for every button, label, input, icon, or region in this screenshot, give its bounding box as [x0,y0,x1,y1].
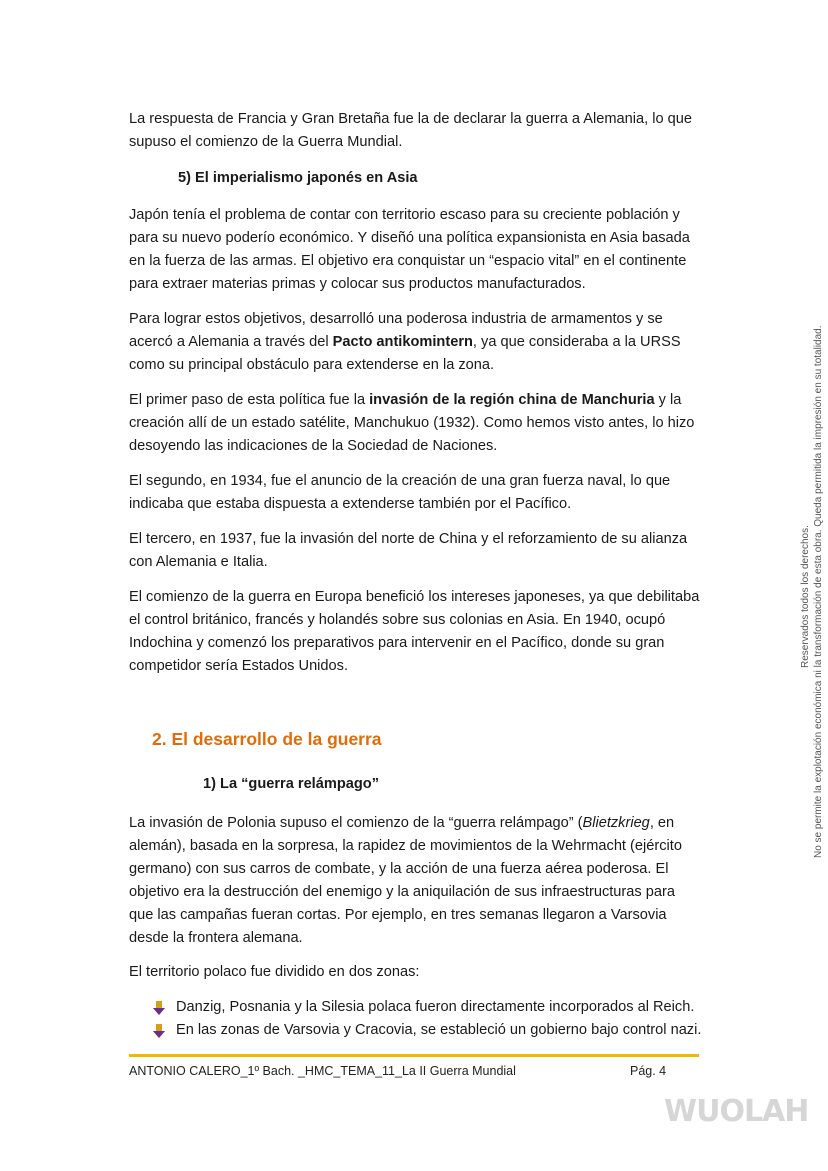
pacto-antikomintern-bold: Pacto antikomintern [332,334,473,350]
paragraph-respuesta: La respuesta de Francia y Gran Bretaña fue la de declarar la guerra a Alemania, lo que supuso el comienzo de la Guerra Mundial. [129,111,693,150]
paragraph-objetivos [129,308,701,377]
paragraph-polonia-text-a: La invasión de Polonia supuso el comienzo de la “guerra relámpago” ( [129,815,583,831]
list-item [152,996,694,1018]
paragraph-tercero: El tercero, en 1937, fue la invasión del norte de China y el reforzamiento de su alianza con Alemania e Italia. [129,531,688,570]
manchuria-bold: invasión de la región china de Manchuria [369,392,655,408]
arrow-bullet-icon [152,1023,166,1037]
paragraph-objetivos-text-c: , ya que consideraba a la URSS como su principal obstáculo para extenderse en la zona. [129,334,681,373]
paragraph-invasion-polonia [129,812,701,950]
heading-imperialismo-japones: 5) El imperialismo japonés en Asia [178,170,418,186]
list-item-text: Danzig, Posnania y la Silesia polaca fueron directamente incorporados al Reich. [176,999,695,1015]
paragraph-segundo: El segundo, en 1934, fue el anuncio de la creación de una gran fuerza naval, lo que indicaba que estaba dispuesta a extenderse también por el Pacífico. [129,473,671,512]
paragraph-primer-paso-text-a: El primer paso de esta política fue la [129,392,370,408]
arrow-bullet-icon [152,1000,166,1014]
footer-title: ANTONIO CALERO_1º Bach. _HMC_TEMA_11_La II Guerra Mundial [129,1064,516,1078]
paragraph-comienzo-guerra: El comienzo de la guerra en Europa benefició los intereses japoneses, ya que debilitaba el control británico, francés y holandés sobre sus colonias en Asia. En 1940, ocupó Indochina y comenzó los preparativos para intervenir en el Pacífico, donde su gran competidor sería Estados Unidos. [129,589,700,674]
copyright-notice-line1: Reservados todos los derechos. [800,525,811,668]
copyright-notice-line2: No se permite la explotación económica ni la transformación de esta obra. Queda permitida la impresión en su totalidad. [813,325,824,858]
blietzkrieg-italic: Blietzkrieg [582,815,650,831]
page-number: Pág. 4 [630,1064,667,1078]
paragraph-objetivos-text-a: Para lograr estos objetivos, desarrolló una poderosa industria de armamentos y se acercó a Alemania a través del [129,311,663,350]
paragraph-primer-paso-text-c: y la creación allí de un estado satélite, Manchukuo (1932). Como hemos visto antes, lo hizo desoyendo las indicaciones de la Sociedad de Naciones. [129,392,695,454]
heading-guerra-relampago: 1) La “guerra relámpago” [203,776,379,792]
footer-rule [129,1054,699,1057]
list-item [152,1019,701,1041]
paragraph-japon-problema: Japón tenía el problema de contar con territorio escaso para su creciente población y para su nuevo poderío económico. Y diseñó una política expansionista en Asia basada en la fuerza de las armas. El objetivo era conquistar un “espacio vital” en el continente para extraer materias primas y colocar sus productos manufacturados. [129,207,690,292]
list-item-text: En las zonas de Varsovia y Cracovia, se estableció un gobierno bajo control nazi. [176,1022,702,1038]
paragraph-primer-paso [129,389,701,458]
paragraph-polonia-text-c: , en alemán), basada en la sorpresa, la rapidez de movimientos de la Wehrmacht (ejército germano) con sus carros de combate, y la acción de una fuerza aérea poderosa. El objetivo era la destrucción del enemigo y la aniquilación de sus infraestructuras para que las campañas fueran cortas. Por ejemplo, en tres semanas llegaron a Varsovia desde la frontera alemana. [129,815,682,946]
section-heading-desarrollo: 2. El desarrollo de la guerra [152,729,382,749]
paragraph-territorio-polaco: El territorio polaco fue dividido en dos zonas: [129,964,420,980]
wuolah-logo: WUOLAH [664,1094,809,1129]
